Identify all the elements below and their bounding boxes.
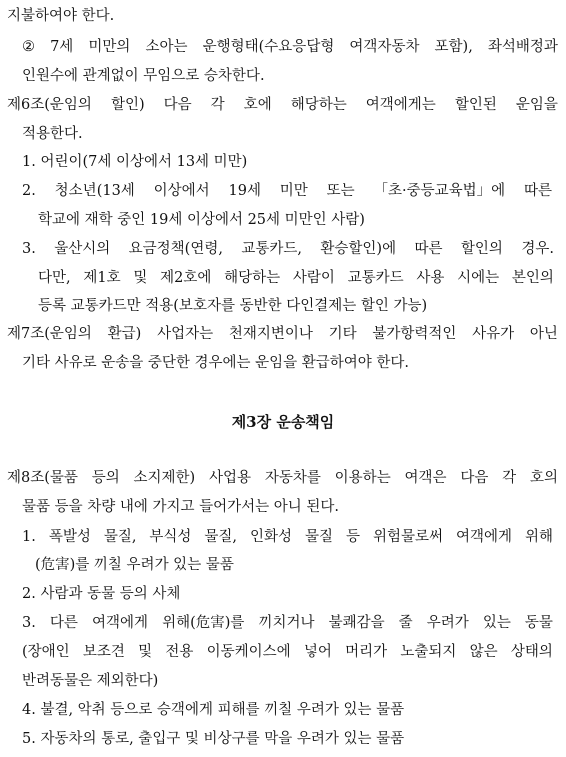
word: 여객은 (404, 470, 447, 486)
text-line: 적용한다. (22, 126, 83, 142)
word: 포함), (434, 39, 473, 55)
word: 넣어 (303, 644, 332, 660)
word: 등의 (91, 470, 120, 486)
list-item-continued: 학교에 재학 중인 19세 이상에서 25세 미만인 사람) (38, 212, 365, 228)
word: 끼치거나 (258, 615, 315, 631)
article-6-heading (7, 95, 558, 115)
word: 이상에서 (153, 183, 210, 199)
word: 제6조(운임의 (7, 97, 92, 113)
word: 1. (22, 529, 36, 545)
word: 노출되지 (400, 644, 457, 660)
word: 천재지변이나 (228, 326, 313, 342)
list-item-continued: 반려동물은 제외한다) (22, 673, 159, 689)
word: 제7조(운임의 (7, 326, 92, 342)
word: 따른 (414, 241, 443, 257)
word: 이용하는 (334, 470, 391, 486)
word: 각 (210, 97, 225, 113)
word: 등 (345, 529, 360, 545)
word: 기타 (328, 326, 357, 342)
word: 운행형태(수요응답형 (202, 39, 335, 55)
article-7-heading (7, 324, 558, 344)
word: 제1호 (83, 270, 121, 286)
word: 폭발성 (48, 529, 91, 545)
word: 우려가 (426, 615, 469, 631)
word: 동물 (524, 615, 553, 631)
word: 교통카드 (347, 270, 404, 286)
word: 위해(危害)를 (162, 615, 245, 631)
word: 운임을 (515, 97, 558, 113)
word: 제2호에 (160, 270, 212, 286)
word: 다음 (460, 470, 489, 486)
list-item (22, 181, 552, 201)
word: 자동차를 (264, 470, 321, 486)
word: 호에 (243, 97, 272, 113)
word: (장애인 (22, 644, 70, 660)
word: 경우. (521, 241, 554, 257)
text-line: 지불하여야 한다. (7, 8, 115, 24)
word: 다른 (49, 615, 78, 631)
list-item-continued (38, 268, 554, 288)
word: 다음 (163, 97, 192, 113)
list-item (22, 527, 553, 547)
word: 사유가 (472, 326, 515, 342)
word: 위해 (524, 529, 553, 545)
list-item: 2. 사람과 동물 등의 사체 (22, 586, 181, 602)
word: 물질, (204, 529, 238, 545)
article-8-heading (7, 468, 558, 488)
text-line: 기타 사유로 운송을 중단한 경우에는 운임을 환급하여야 한다. (22, 355, 410, 371)
list-item (22, 239, 554, 259)
word: 않은 (469, 644, 498, 660)
list-item-continued: (危害)를 끼칠 우려가 있는 물품 (35, 557, 234, 573)
word: 할인된 (454, 97, 497, 113)
word: 환급) (107, 326, 142, 342)
list-item (22, 613, 553, 633)
word: 각 (502, 470, 517, 486)
word: 물질, (103, 529, 137, 545)
word: 부식성 (149, 529, 192, 545)
word: 불쾌감을 (328, 615, 385, 631)
word: 제8조(물품 (7, 470, 78, 486)
word: 사람이 (292, 270, 335, 286)
word: 불가항력적인 (372, 326, 457, 342)
word: 울산시의 (54, 241, 111, 257)
word: 여객에게 (455, 529, 513, 545)
word: 여객자동차 (349, 39, 420, 55)
list-item-continued (22, 642, 553, 662)
word: 사업자는 (157, 326, 214, 342)
list-item: 4. 불결, 악취 등으로 승객에게 피해를 끼칠 우려가 있는 물품 (22, 702, 405, 718)
text-line: 물품 등을 차량 내에 가지고 들어가서는 아니 된다. (22, 499, 340, 515)
word: 3. (22, 615, 36, 631)
word: 교통카드, (241, 241, 302, 257)
word: 요금정책(연령, (128, 241, 223, 257)
word: 시에는 (457, 270, 500, 286)
word: 19세 (228, 183, 261, 199)
word: 미만 (279, 183, 308, 199)
word: 위험물로써 (372, 529, 444, 545)
word: 환승할인)에 (320, 241, 397, 257)
word: 할인) (110, 97, 145, 113)
word: 청소년(13세 (54, 183, 135, 199)
word: 아닌 (529, 326, 558, 342)
word: 여객에게는 (365, 97, 436, 113)
word: 상태의 (510, 644, 553, 660)
word: 본인의 (511, 270, 554, 286)
word: 또는 (326, 183, 355, 199)
word: 미만의 (88, 39, 131, 55)
word: 소아는 (145, 39, 188, 55)
word: 할인의 (460, 241, 503, 257)
list-item: 5. 자동차의 통로, 출입구 및 비상구를 막을 우려가 있는 물품 (22, 731, 405, 747)
word: 있는 (482, 615, 511, 631)
word: 해당하는 (224, 270, 281, 286)
word: 소지제한) (133, 470, 196, 486)
word: ② (22, 39, 35, 55)
word: 다만, (38, 270, 71, 286)
word: 해당하는 (290, 97, 347, 113)
list-item: 1. 어린이(7세 이상에서 13세 미만) (22, 154, 248, 170)
chapter-title: 제3장 운송책임 (231, 413, 335, 431)
word: 머리가 (345, 644, 388, 660)
word: 및 (138, 644, 153, 660)
list-item-continued: 등록 교통카드만 적용(보호자를 동반한 다인결제는 할인 가능) (38, 298, 428, 314)
word: 인화성 (250, 529, 293, 545)
text-line: 인원수에 관계없이 무임으로 승차한다. (22, 68, 265, 84)
word: 전용 (165, 644, 194, 660)
word: 물질 (305, 529, 334, 545)
word: 및 (133, 270, 148, 286)
word: 따른 (523, 183, 552, 199)
word: 여객에게 (91, 615, 149, 631)
word: 사용 (416, 270, 445, 286)
word: 호의 (529, 470, 558, 486)
word: 좌석배정과 (487, 39, 558, 55)
word: 보조견 (82, 644, 125, 660)
word: 「초·중등교육법」에 (373, 183, 506, 199)
word: 줄 (398, 615, 413, 631)
word: 사업용 (209, 470, 252, 486)
word: 7세 (50, 39, 74, 55)
word: 2. (22, 183, 36, 199)
text-line-justified (22, 37, 558, 57)
word: 이동케이스에 (206, 644, 291, 660)
word: 3. (22, 241, 36, 257)
